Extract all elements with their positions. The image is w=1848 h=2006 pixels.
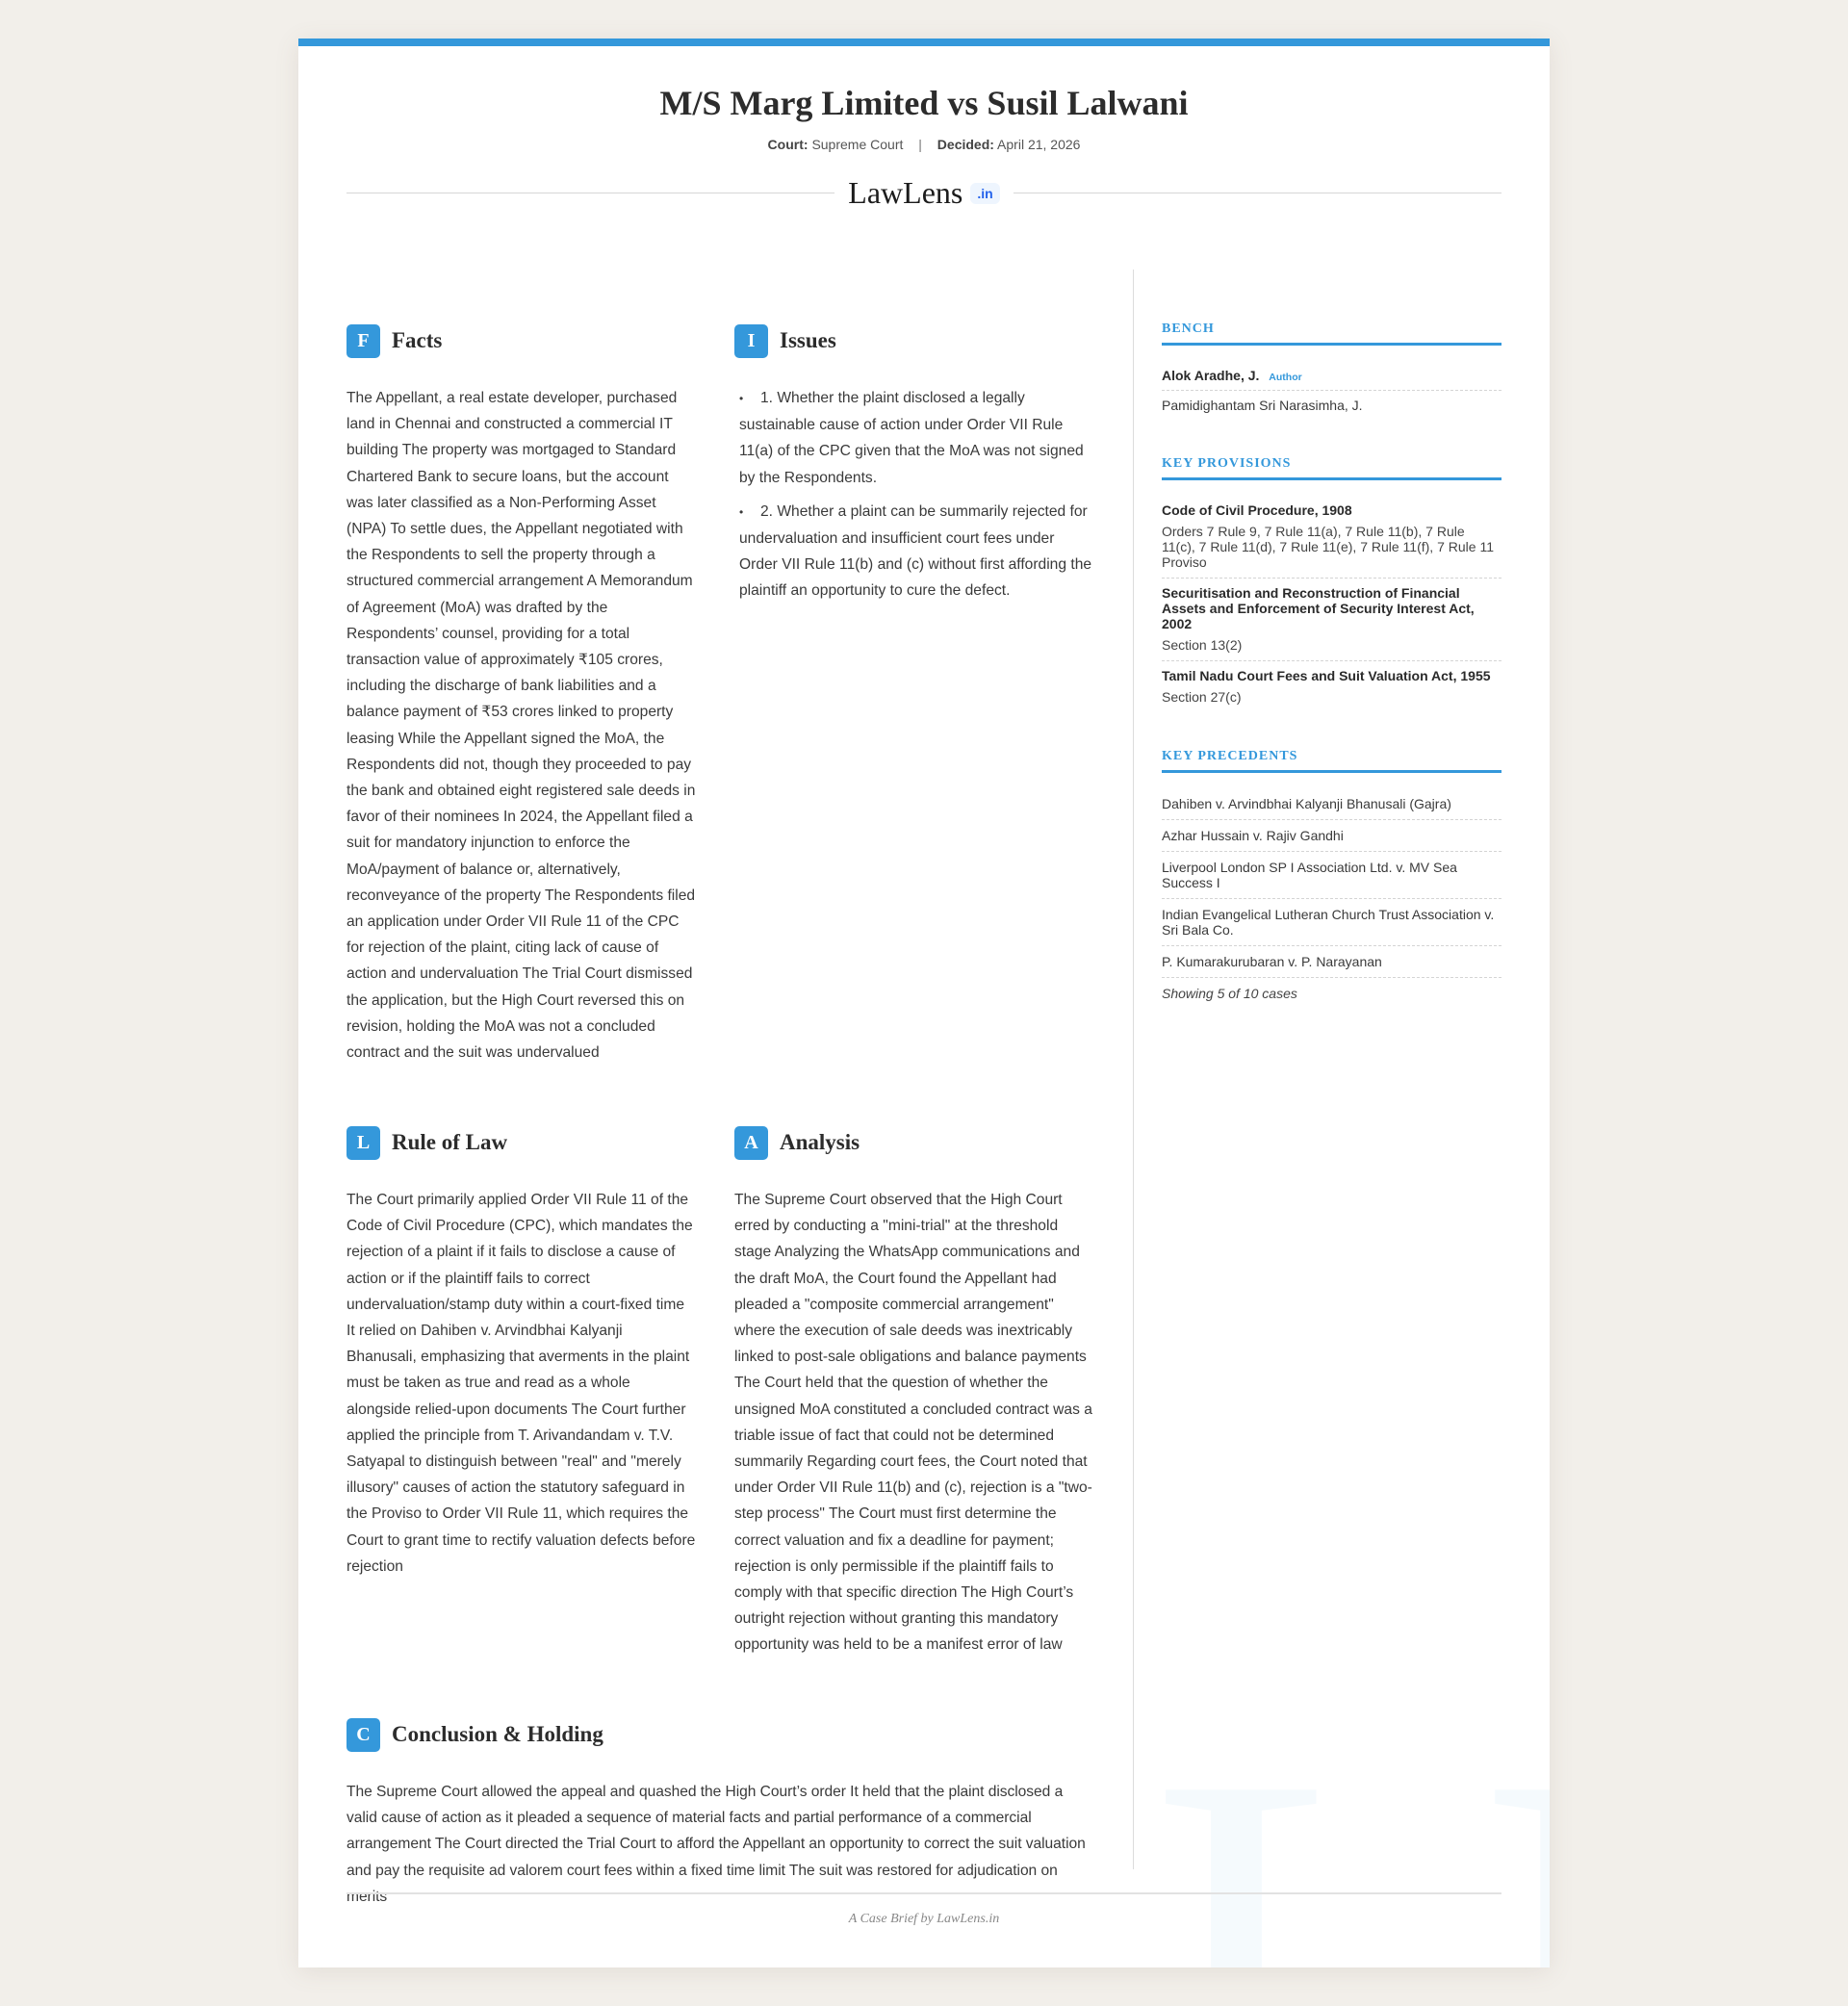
section-badge: A (734, 1126, 768, 1160)
rule-body: The Court primarily applied Order VII Rule 11 of the Code of Civil Procedure (CPC), which mandates the rejection of a plaint if it fails to disclose a cause of action or if the plaintiff fails to correct undervaluation/stamp duty within a court-fixed time It relied on Dahiben v. Arvindbhai Kalyanji Bhanusali, emphasizing that averments in the plaint must be taken as true and read as a whole alongside relied-upon documents The Court further applied the principle from T. Arivandandam v. T.V. Satyapal to distinguish between "real" and "merely illusory" causes of action the statutory safeguard in the Proviso to Order VII Rule 11, which requires the Court to grant time to rectify valuation defects before rejection (346, 1192, 696, 1575)
section-facts (346, 323, 696, 1066)
precedent-item[interactable]: Dahiben v. Arvindbhai Kalyanji Bhanusali (Gajra) (1162, 788, 1502, 820)
brand-tld-badge: .in (970, 183, 999, 204)
provision-sections: Section 13(2) (1162, 637, 1243, 653)
precedent-item[interactable]: P. Kumarakurubaran v. P. Narayanan (1162, 946, 1502, 978)
provision-item (1162, 661, 1502, 712)
provisions-heading: KEY PROVISIONS (1162, 456, 1502, 480)
facts-body: The Appellant, a real estate developer, purchased land in Chennai and constructed a commercial IT building The property was mortgaged to Standard Chartered Bank to secure loans, but the account was later classified as a Non-Performing Asset (NPA) To settle dues, the Appellant negotiated with the Respondents to sell the property through a structured commercial arrangement A Memorandum of Agreement (MoA) was drafted by the Respondents’ counsel, providing for a total transaction value of approximately ₹105 crores, including the discharge of bank liabilities and a balance payment of ₹53 crores linked to property leasing While the Appellant signed the MoA, the Respondents did not, though they proceeded to pay the bank and obtained eight registered sale deeds in favor of their nominees In 2024, the Appellant filed a suit for mandatory injunction to enforce the MoA/payment of balance or, alternatively, reconveyance of the property The Respondents filed an application under Order VII Rule 11 of the CPC for rejection of the plaint, citing lack of cause of action and undervaluation The Trial Court dismissed the application, but the High Court reversed this on revision, holding the MoA was not a concluded contract and the suit was undervalued (346, 390, 696, 1062)
decided-value: April 21, 2026 (997, 137, 1081, 152)
case-title: M/S Marg Limited vs Susil Lalwani (659, 84, 1189, 122)
case-brief-page (298, 39, 1550, 1967)
section-title: Analysis (780, 1130, 860, 1154)
section-badge: F (346, 324, 380, 358)
case-meta (298, 137, 1550, 152)
conclusion-body: The Supreme Court allowed the appeal and quashed the High Court’s order It held that the plaint disclosed a valid cause of action as it pleaded a sequence of material facts and partial performance of a commercial arrangement The Court directed the Trial Court to afford the Appellant an opportunity to correct the suit valuation and pay the requisite ad valorem court fees within a fixed time limit The suit was restored for adjudication on merits (346, 1784, 1086, 1905)
issues-list (734, 385, 1092, 604)
court-label: Court: (767, 137, 808, 152)
precedent-item[interactable]: Liverpool London SP I Association Ltd. v. MV Sea Success I (1162, 852, 1502, 899)
bullet-icon: • (739, 392, 744, 405)
meta-separator: | (918, 137, 922, 152)
provision-act: Securitisation and Reconstruction of Financial Assets and Enforcement of Security Interest Act, 2002 (1162, 585, 1475, 631)
section-header (734, 1125, 1092, 1160)
precedents-section (1162, 749, 1502, 1001)
issue-item (734, 499, 1092, 604)
provision-act: Tamil Nadu Court Fees and Suit Valuation Act, 1955 (1162, 668, 1491, 683)
section-title: Conclusion & Holding (392, 1722, 603, 1746)
section-issues (734, 323, 1092, 612)
precedents-count: Showing 5 of 10 cases (1162, 986, 1297, 1001)
precedents-heading: KEY PRECEDENTS (1162, 749, 1502, 773)
precedent-item[interactable]: Indian Evangelical Lutheran Church Trust Association v. Sri Bala Co. (1162, 899, 1502, 946)
section-badge: L (346, 1126, 380, 1160)
sidebar (1162, 270, 1502, 1038)
provision-act: Code of Civil Procedure, 1908 (1162, 502, 1352, 518)
section-header (346, 1717, 1097, 1752)
section-header (346, 1125, 696, 1160)
section-conclusion (346, 1717, 1097, 1910)
judge-name: Pamidighantam Sri Narasimha, J. (1162, 398, 1363, 413)
decided-label: Decided: (937, 137, 994, 152)
provisions-section (1162, 456, 1502, 712)
section-badge: C (346, 1718, 380, 1752)
section-header (734, 323, 1092, 358)
section-title: Rule of Law (392, 1130, 508, 1154)
bullet-icon: • (739, 504, 744, 519)
provision-sections: Orders 7 Rule 9, 7 Rule 11(a), 7 Rule 11(b), 7 Rule 11(c), 7 Rule 11(d), 7 Rule 11(e), 7 Rule 11(f), 7 Rule 11 Proviso (1162, 524, 1494, 570)
brand-name: LawLens (848, 175, 963, 210)
provision-sections: Section 27(c) (1162, 689, 1242, 705)
section-title: Facts (392, 328, 443, 352)
section-title: Issues (780, 328, 836, 352)
judge-name: Alok Aradhe, J. (1162, 368, 1260, 383)
brief-footer: A Case Brief by LawLens.in (346, 1892, 1502, 1927)
bench-judge (1162, 391, 1502, 420)
court-value: Supreme Court (811, 137, 904, 152)
section-rule-of-law (346, 1125, 696, 1580)
brand-logo (834, 175, 1013, 211)
brief-header (298, 46, 1550, 211)
analysis-body: The Supreme Court observed that the High Court erred by conducting a "mini-trial" at the threshold stage Analyzing the WhatsApp communications and the draft MoA, the Court found the Appellant had pleaded a "composite commercial arrangement" where the execution of sale deeds was inextricably linked to post-sale obligations and balance payments The Court held that the question of whether the unsigned MoA constituted a concluded contract was a triable issue of fact that could not be determined summarily Regarding court fees, the Court noted that under Order VII Rule 11(b) and (c), rejection is a "two-step process" The Court must first determine the correct valuation and fix a deadline for payment; rejection is only permissible if the plaintiff fails to comply with that specific direction The High Court’s outright rejection without granting this mandatory opportunity was held to be a manifest error of law (734, 1192, 1092, 1654)
section-header (346, 323, 696, 358)
precedent-item[interactable]: Azhar Hussain v. Rajiv Gandhi (1162, 820, 1502, 852)
section-badge: I (734, 324, 768, 358)
provision-item (1162, 496, 1502, 579)
brand-row (346, 175, 1502, 211)
bench-judge (1162, 361, 1502, 391)
author-tag: Author (1269, 372, 1302, 383)
section-analysis (734, 1125, 1092, 1659)
issue-text: 2. Whether a plaint can be summarily rejected for undervaluation and insufficient court fees under Order VII Rule 11(b) and (c) without first affording the plaintiff an opportunity to cure the defect. (739, 502, 1092, 600)
bench-section (1162, 321, 1502, 420)
column-divider (1133, 270, 1134, 1869)
provision-item (1162, 579, 1502, 661)
issue-text: 1. Whether the plaint disclosed a legally sustainable cause of action under Order VII Rule 11(a) of the CPC given that the MoA was not signed by the Respondents. (739, 390, 1084, 486)
bench-heading: BENCH (1162, 321, 1502, 346)
issue-item (734, 385, 1092, 491)
